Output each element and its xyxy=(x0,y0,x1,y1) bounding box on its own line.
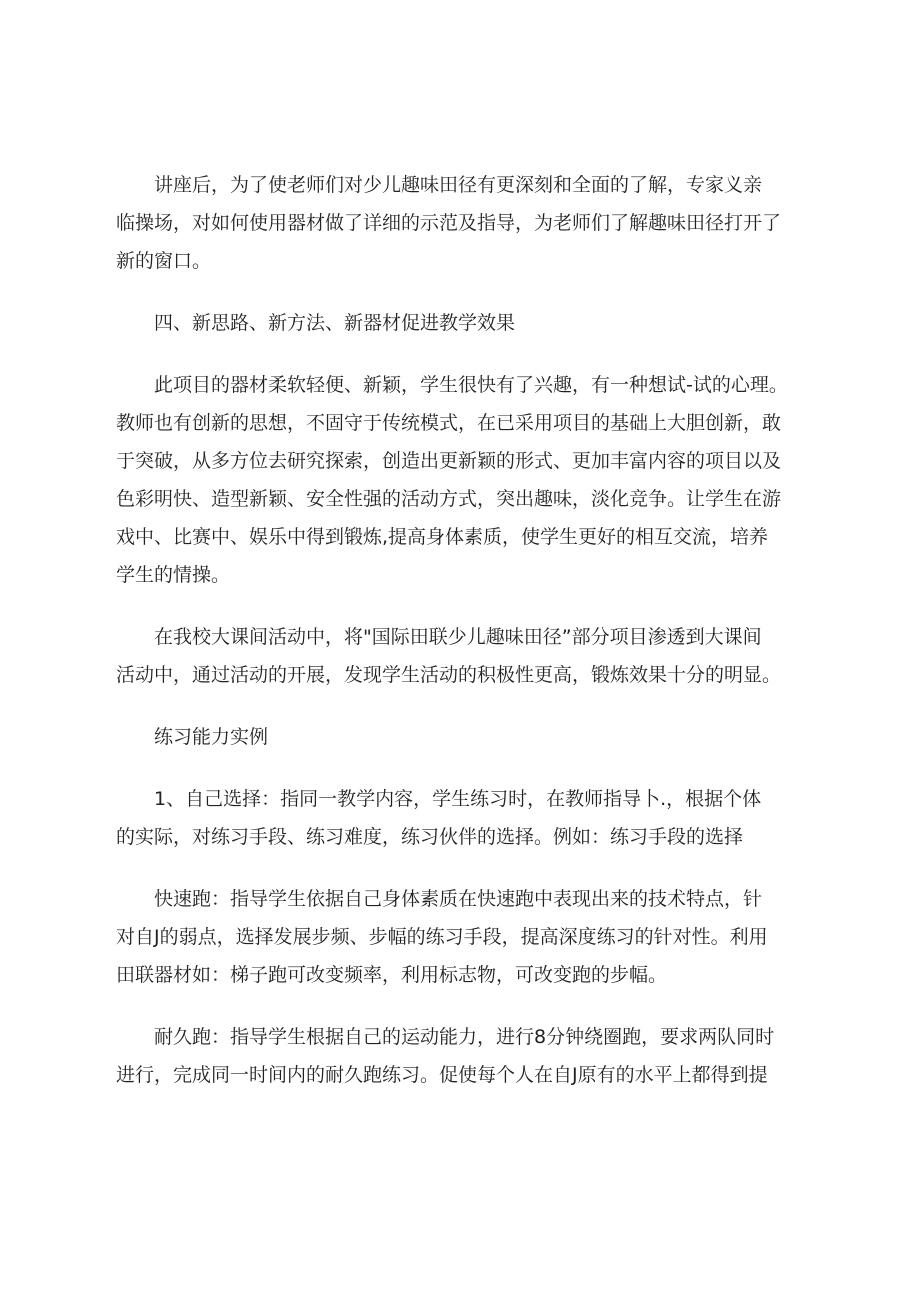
text-line: 此项目的器材柔软轻便、新颖，学生很快有了兴趣，有一种想试-试的心理。 xyxy=(154,374,788,396)
paragraph-equipment-innovation xyxy=(116,366,816,594)
document-body xyxy=(116,166,816,1118)
text-line: 耐久跑：指导学生根据自己的运动能力，进行8分钟绕圈跑，要求两队同时 xyxy=(154,1026,775,1048)
paragraph-lecture-demo xyxy=(116,166,816,280)
text-line: 临操场，对如何使用器材做了详细的示范及指导，为老师们了解趣味田径打开了 xyxy=(116,212,782,234)
text-line: 进行，完成同一时间内的耐久跑练习。促使每个人在自J原有的水平上都得到提 xyxy=(116,1064,768,1086)
text-line: 于突破，从多方位去研究探索，创造出更新颖的形式、更加丰富内容的项目以及 xyxy=(116,450,782,472)
text-line: 田联器材如：梯子跑可改变频率，利用标志物，可改变跑的步幅。 xyxy=(116,964,668,986)
paragraph-endurance-run xyxy=(116,1018,816,1094)
text-line: 活动中，通过活动的开展，发现学生活动的积极性更高，锻炼效果十分的明显。 xyxy=(116,664,782,686)
text-line: 的实际，对练习手段、练习难度，练习伙伴的选择。例如：练习手段的选择 xyxy=(116,826,744,848)
text-line: 色彩明快、造型新颖、安全性强的活动方式，突出趣味，淡化竞争。让学生在游 xyxy=(116,488,782,510)
text-line: 1、自己选择：指同一教学内容，学生练习时，在教师指导卜.，根据个体 xyxy=(154,788,762,810)
text-line: 对自J的弱点，选择发展步频、步幅的练习手段，提高深度练习的针对性。利用 xyxy=(116,926,768,948)
heading-text: 练习能力实例 xyxy=(154,726,269,748)
text-line: 教师也有创新的思想，不固守于传统模式，在已采用项目的基础上大胆创新，敢 xyxy=(116,412,782,434)
paragraph-self-selection xyxy=(116,780,816,856)
text-line: 戏中、比赛中、娱乐中得到锻炼,提高身体素质，使学生更好的相互交流，培养 xyxy=(116,526,769,548)
section-heading-four xyxy=(116,304,816,342)
paragraph-recess-activity xyxy=(116,618,816,694)
text-line: 讲座后，为了使老师们对少儿趣味田径有更深刻和全面的了解，专家义亲 xyxy=(154,174,763,196)
text-line: 快速跑：指导学生依据自己身体素质在快速跑中表现出来的技术特点，针 xyxy=(154,888,763,910)
paragraph-sprint xyxy=(116,880,816,994)
text-line: 在我校大课间活动中，将"国际田联少儿趣味田径”部分项目渗透到大课间 xyxy=(154,626,762,648)
heading-text: 四、新思路、新方法、新器材促进教学效果 xyxy=(154,312,516,334)
text-line: 新的窗口。 xyxy=(116,250,212,272)
subheading-practice-examples xyxy=(116,718,816,756)
text-line: 学生的情操。 xyxy=(116,564,231,586)
